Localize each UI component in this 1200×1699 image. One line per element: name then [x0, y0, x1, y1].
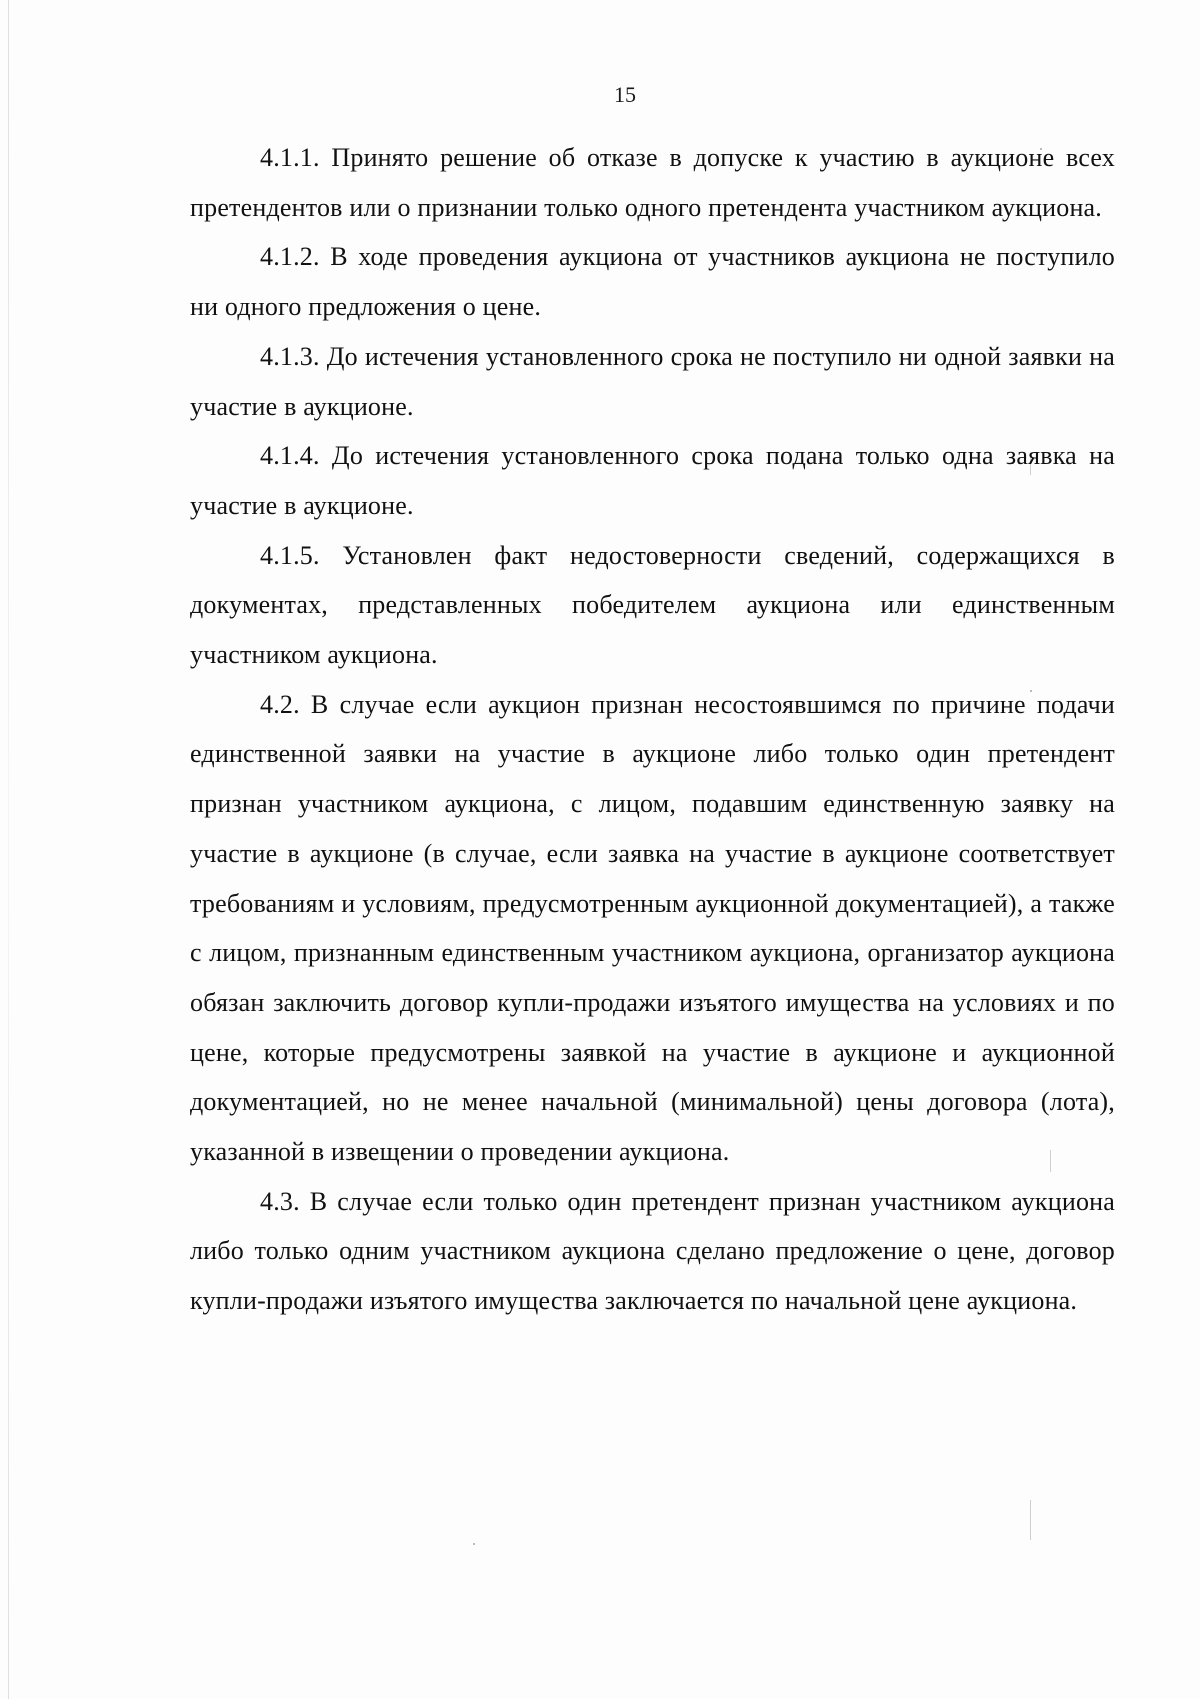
scan-artifact-line — [1030, 1500, 1031, 1540]
scan-speck — [473, 1543, 475, 1545]
document-body — [190, 133, 1115, 1326]
paragraph-4-3: 4.3. В случае если только один претендент признан участником аукциона либо только одним участником аукциона сделано предложение о цене, договор купли-продажи изъятого имущества заключается по начальной цене аукциона. — [190, 1186, 1115, 1316]
paragraph-4-1-1: 4.1.1. Принято решение об отказе в допуске к участию в аукционе всех претендентов или о признании только одного претендента участником аукциона. — [190, 143, 1115, 222]
paragraph-4-1-2: 4.1.2. В ходе проведения аукциона от участников аукциона не поступило ни одного предложения о цене. — [190, 242, 1115, 322]
scan-speck — [1108, 707, 1110, 709]
scan-speck — [1040, 148, 1042, 150]
page-number: 15 — [614, 82, 636, 107]
scan-artifact-line — [1050, 1150, 1051, 1172]
paragraph-4-2: 4.2. В случае если аукцион признан несостоявшимся по причине подачи единственной заявки на участие в аукционе либо только один претендент признан участником аукциона, с лицом, подавшим единственную заявку на участие в аукционе (в случае, если заявка на участие в аукционе соответствует требованиям и условиям, предусмотренным аукционной документацией), а также с лицом, признанным единственным участником аукциона, организатор аукциона обязан заключить договор купли-продажи изъятого имущества на условиях и по цене, которые предусмотрены заявкой на участие в аукционе и аукционной документацией, но не менее начальной (минимальной) цены договора (лота), указанной в извещении о проведении аукциона. — [190, 689, 1115, 1167]
paragraph-4-1-4: 4.1.4. До истечения установленного срока подана только одна заявка на участие в аукционе. — [190, 441, 1115, 520]
scan-speck — [1030, 690, 1032, 692]
scan-edge-line — [8, 0, 9, 1699]
paragraph-4-1-5: 4.1.5. Установлен факт недостоверности сведений, содержащихся в документах, представленных победителем аукциона или единственным участником аукциона. — [190, 540, 1115, 670]
scan-artifact-line — [1030, 455, 1031, 475]
paragraph-4-1-3: 4.1.3. До истечения установленного срока не поступило ни одной заявки на участие в аукционе. — [190, 341, 1115, 421]
